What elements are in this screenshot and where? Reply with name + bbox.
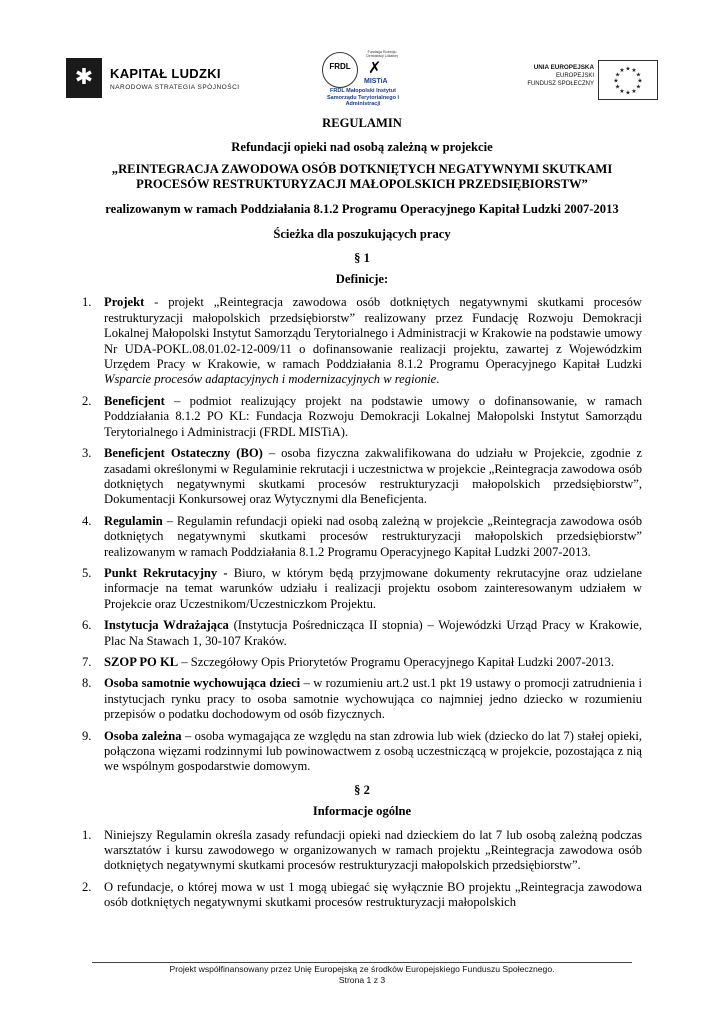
mistia-wordmark: MISTiA <box>364 78 388 85</box>
definition-item <box>82 618 642 649</box>
definition-tail: . <box>436 372 440 387</box>
info-text: O refundacje, o której mowa w ust 1 mogą ubiegać się wyłącznie BO projektu „Reintegracja zawodowa osób dotkniętych negatywnymi skutkami procesów restrukturyzacji małopolskich <box>104 879 642 910</box>
mistia-figure-icon: ✗ <box>368 58 382 77</box>
item-number: 4. <box>82 513 92 528</box>
footer-page-number: Strona 1 z 3 <box>338 975 386 985</box>
eu-fund-line2: FUNDUSZ SPOŁECZNY <box>527 81 594 87</box>
info-item <box>82 880 642 911</box>
general-info-list <box>82 828 642 911</box>
program-line: realizowanym w ramach Poddziałania 8.1.2 Programu Operacyjnego Kapitał Ludzki 2007-2013 <box>105 201 619 216</box>
kapital-ludzki-logo <box>66 58 240 102</box>
item-number: 5. <box>82 565 92 580</box>
document-body <box>82 114 642 917</box>
definition-text: – podmiot realizujący projekt na podstawie umowy o dofinansowanie, w ramach Poddziałania 8.1.2 PO KL: Fundacja Rozwoju Demokracji Lokalnej Małopolski Instytut Samorządu Terytorialnego i Administracji (FRDL MISTiA). <box>104 393 642 439</box>
eu-star-icon: ★ <box>625 65 631 73</box>
definition-item <box>82 676 642 722</box>
path-line: Ścieżka dla poszukujących pracy <box>273 227 451 242</box>
definition-text: (Instytucja Pośrednicząca II stopnia) – Wojewódzki Urząd Pracy w Krakowie, Plac Na Stawach 1, 30-107 Kraków <box>104 618 642 648</box>
frdl-mistia-logo <box>318 48 408 110</box>
mistia-tagline: Fundacja Rozwoju Demokracji Lokalnej <box>366 50 398 58</box>
definition-item <box>82 514 642 560</box>
definition-text: – w rozumieniu art.2 ust.1 pkt 19 ustawy o promocji zatrudnienia i instytucjach rynku pracy to osoba samotnie wychowująca co najmniej jedno dziecko w rozumieniu przepisów o podatku dochodowym od osób fizycznych. <box>104 676 643 722</box>
definition-text: – osoba fizyczna zakwalifikowana do udziału w Projekcie, zgodnie z zasadami określonymi w Regulaminie rekrutacji i uczestnictwa w projekcie „Reintegracja zawodowa osób dotkniętych negatywnymi skutkami procesów restrukturyzacji małopolskich przedsiębiorstw”, Dokumentacji Konkursowej oraz Wytycznymi dla Beneficjenta. <box>104 446 642 507</box>
eu-logo <box>514 60 656 98</box>
eu-star-icon: ★ <box>619 87 625 95</box>
frdl-seal-text: FRDL <box>329 62 351 71</box>
eu-star-icon: ★ <box>637 77 643 85</box>
definition-tail: . <box>283 633 287 648</box>
eu-star-icon: ★ <box>614 71 621 79</box>
kapital-ludzki-name: KAPITAŁ LUDZKI <box>110 66 221 81</box>
section1-heading: Definicje: <box>335 272 389 287</box>
item-number: 2. <box>82 879 92 894</box>
definition-term: Punkt Rekrutacyjny - <box>104 565 228 580</box>
eu-star-icon: ★ <box>631 67 637 75</box>
project-name: „REINTEGRACJA ZAWODOWA OSÓB DOTKNIĘTYCH NEGATYWNYMI SKUTKAMI PROCESÓW RESTRUKTURYZACJI MAŁOPOLSKICH PRZEDSIĘBIORSTW” <box>111 161 613 191</box>
footer-divider <box>92 962 632 963</box>
definition-item <box>82 566 642 612</box>
definition-term: Osoba samotnie wychowująca dzieci <box>104 676 301 691</box>
definition-term: Regulamin <box>104 513 163 528</box>
item-number: 1. <box>82 827 92 842</box>
footer-cofinancing: Projekt współfinansowany przez Unię Europejską ze środków Europejskiego Funduszu Społecznego. <box>169 964 555 974</box>
definition-item <box>82 729 642 775</box>
definition-term: Beneficjent Ostateczny (BO) <box>104 446 263 461</box>
definitions-list <box>82 295 642 774</box>
definition-text: – Szczegółowy Opis Priorytetów Programu Operacyjnego Kapitał Ludzki 2007-2013. <box>178 654 614 669</box>
eu-star-icon: ★ <box>635 83 642 91</box>
eu-star-icon: ★ <box>614 83 621 91</box>
eu-star-icon: ★ <box>613 77 619 85</box>
section2-heading: Informacje ogólne <box>312 804 412 819</box>
frdl-seal-icon <box>322 52 358 88</box>
info-text: Niniejszy Regulamin określa zasady refundacji opieki nad dzieckiem do lat 7 lub osobą zależną podczas warsztatów i kursu zawodowego w organizowanych w ramach projektu „Reintegracja zawodowa osób dotkniętych negatywnymi skutkami procesów restrukturyzacji małopolskich przedsiębiorstw”. <box>104 827 642 873</box>
item-number: 3. <box>82 446 92 461</box>
definition-italic: Wsparcie procesów adaptacyjnych i modernizacyjnych w regionie <box>104 372 437 387</box>
definition-item <box>82 295 642 387</box>
definition-item <box>82 655 642 670</box>
definition-term: Osoba zależna <box>104 728 182 743</box>
definition-text: – Regulamin refundacji opieki nad osobą zależną w projekcie „Reintegracja zawodowa osób dotkniętych negatywnymi skutkami procesów restrukturyzacji małopolskich przedsiębiorstw” realizowanym w ramach Poddziałania 8.1.2 Programu Operacyjnego Kapitał Ludzki 2007-2013. <box>104 513 642 559</box>
item-number: 9. <box>82 728 92 743</box>
item-number: 6. <box>82 618 92 633</box>
definition-item <box>82 394 642 440</box>
kapital-ludzki-subtitle: NARODOWA STRATEGIA SPÓJNOŚCI <box>110 84 240 91</box>
frdl-institute-name: FRDL Małopolski Instytut Samorządu Terytorialnego i Administracji <box>326 88 400 107</box>
definition-text: – osoba wymagająca ze względu na stan zdrowia lub wiek (dziecko do lat 7) stałej opieki, połączona więzami rodzinnymi lub powinowactwem z osobą uczestniczącą w projekcie, pozostająca z nią we wspólnym gospodarstwie domowym. <box>104 728 643 774</box>
eu-star-icon: ★ <box>635 71 642 79</box>
definition-term: Instytucja Wdrażająca <box>104 618 229 633</box>
definition-term: Projekt <box>104 295 145 310</box>
definition-item <box>82 446 642 508</box>
definition-text: - projekt „Reintegracja zawodowa osób dotkniętych negatywnymi skutkami procesów restrukturyzacji małopolskich przedsiębiorstw” realizowany przez Fundację Rozwoju Demokracji Lokalnej Małopolski Instytut Samorządu Terytorialnego i Administracji w Krakowie na podstawie umowy Nr UDA-POKL.08.01.02-12-009/11 o dofinansowanie realizacji projektu, zawartej z Wojewódzkim Urzędem Pracy w Krakowie, w ramach Poddziałania 8.1.2 Programu Operacyjnego Kapitał Ludzki <box>104 295 642 372</box>
page-footer <box>92 964 632 986</box>
doc-title: REGULAMIN <box>322 116 402 130</box>
section1-number: § 1 <box>354 250 370 265</box>
eu-flag-icon <box>598 60 658 100</box>
eu-logo-text <box>514 64 594 88</box>
definition-term: Beneficjent <box>104 393 165 408</box>
definition-text: Biuro, w którym będą przyjmowane dokumenty rekrutacyjne oraz udzielane informacje na temat warunków udziału i realizacji projektu osobom zainteresowanym udziałem w Projekcie oraz Uczestnikom/Uczestniczkom Projektu. <box>104 565 642 611</box>
mistia-logo <box>362 50 402 86</box>
item-number: 8. <box>82 676 92 691</box>
definition-term: SZOP PO KL <box>104 654 179 669</box>
eu-fund-line1: EUROPEJSKI <box>555 73 594 79</box>
eu-star-icon: ★ <box>631 87 637 95</box>
section2-number: § 2 <box>354 782 370 797</box>
doc-subtitle: Refundacji opieki nad osobą zależną w projekcie <box>231 140 493 155</box>
page-header <box>0 0 724 110</box>
info-item <box>82 828 642 874</box>
eu-star-icon: ★ <box>625 89 631 97</box>
item-number: 1. <box>82 295 92 310</box>
eu-star-icon: ★ <box>619 67 625 75</box>
kapital-ludzki-emblem-icon: ✱ <box>66 58 102 98</box>
eu-name: UNIA EUROPEJSKA <box>533 64 594 71</box>
item-number: 7. <box>82 654 92 669</box>
item-number: 2. <box>82 393 92 408</box>
